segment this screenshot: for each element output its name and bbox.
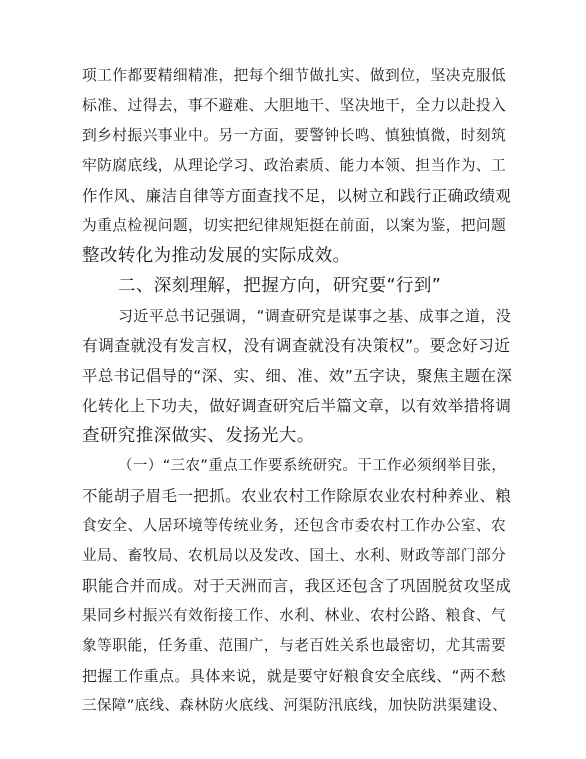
body-text-line: 象等职能，任务重、范围广，与老百姓关系也最密切，尤其需要 (82, 637, 507, 654)
body-text-line: 三保障”底线、森林防火底线、河渠防汛底线，加快防洪渠建设、 (82, 698, 508, 714)
body-text-line: 果同乡村振兴有效衔接工作、水利、林业、农村公路、粮食、气 (82, 607, 507, 624)
body-text-line: 为重点检视问题，切实把纪律规矩挺在前面，以案为鉴，把问题 (82, 217, 507, 234)
body-text-line: 业局、畜牧局、农机局以及发改、国土、水利、财政等部门部分 (82, 547, 507, 564)
body-text-line: 项工作都要精细精准，把每个细节做扎实、做到位，坚决克服低 (82, 67, 507, 84)
body-text-line: 职能合并而成。对于天洲而言，我区还包含了巩固脱贫攻坚成 (82, 577, 512, 595)
body-text-line: 整改转化为推动发展的实际成效。 (82, 246, 351, 266)
subsection-text-line: （一）“三农”重点工作要系统研究。干工作必须纲举目张， (118, 458, 507, 474)
body-text-line: 化转化上下功夫，做好调查研究后半篇文章，以有效举措将调 (82, 397, 512, 415)
body-text-line: 有调查就没有发言权，没有调查就没有决策权”。要念好习近 (82, 336, 511, 355)
body-text-line: 食安全、人居环境等传统业务，还包含市委农村工作办公室、农 (82, 517, 507, 534)
body-text-line: 标准、过得去，事不避难、大胆地干、坚决地干，全力以赴投入 (82, 97, 507, 114)
body-text-line: 习近平总书记强调，“调查研究是谋事之基、成事之道，没 (118, 307, 512, 325)
body-text-line: 到乡村振兴事业中。另一方面，要警钟长鸣、慎独慎微，时刻筑 (82, 127, 507, 144)
body-text-line: 把握工作重点。具体来说，就是要守好粮食安全底线、“两不愁 (82, 667, 506, 685)
body-text-line: 查研究推深做实、发扬光大。 (82, 426, 315, 446)
body-text-line: 作作风、廉洁自律等方面查找不足，以树立和践行正确政绩观 (82, 187, 512, 205)
section-heading: 二、深刻理解，把握方向，研究要“行到” (118, 276, 442, 296)
body-text-line: 牢防腐底线，从理论学习、政治素质、能力本领、担当作为、工 (82, 157, 507, 174)
body-text-line: 平总书记倡导的“深、实、细、准、效”五字诀，聚焦主题在深 (82, 367, 513, 385)
body-text-line: 不能胡子眉毛一把抓。农业农村工作除原农业农村种养业、粮 (82, 487, 512, 505)
